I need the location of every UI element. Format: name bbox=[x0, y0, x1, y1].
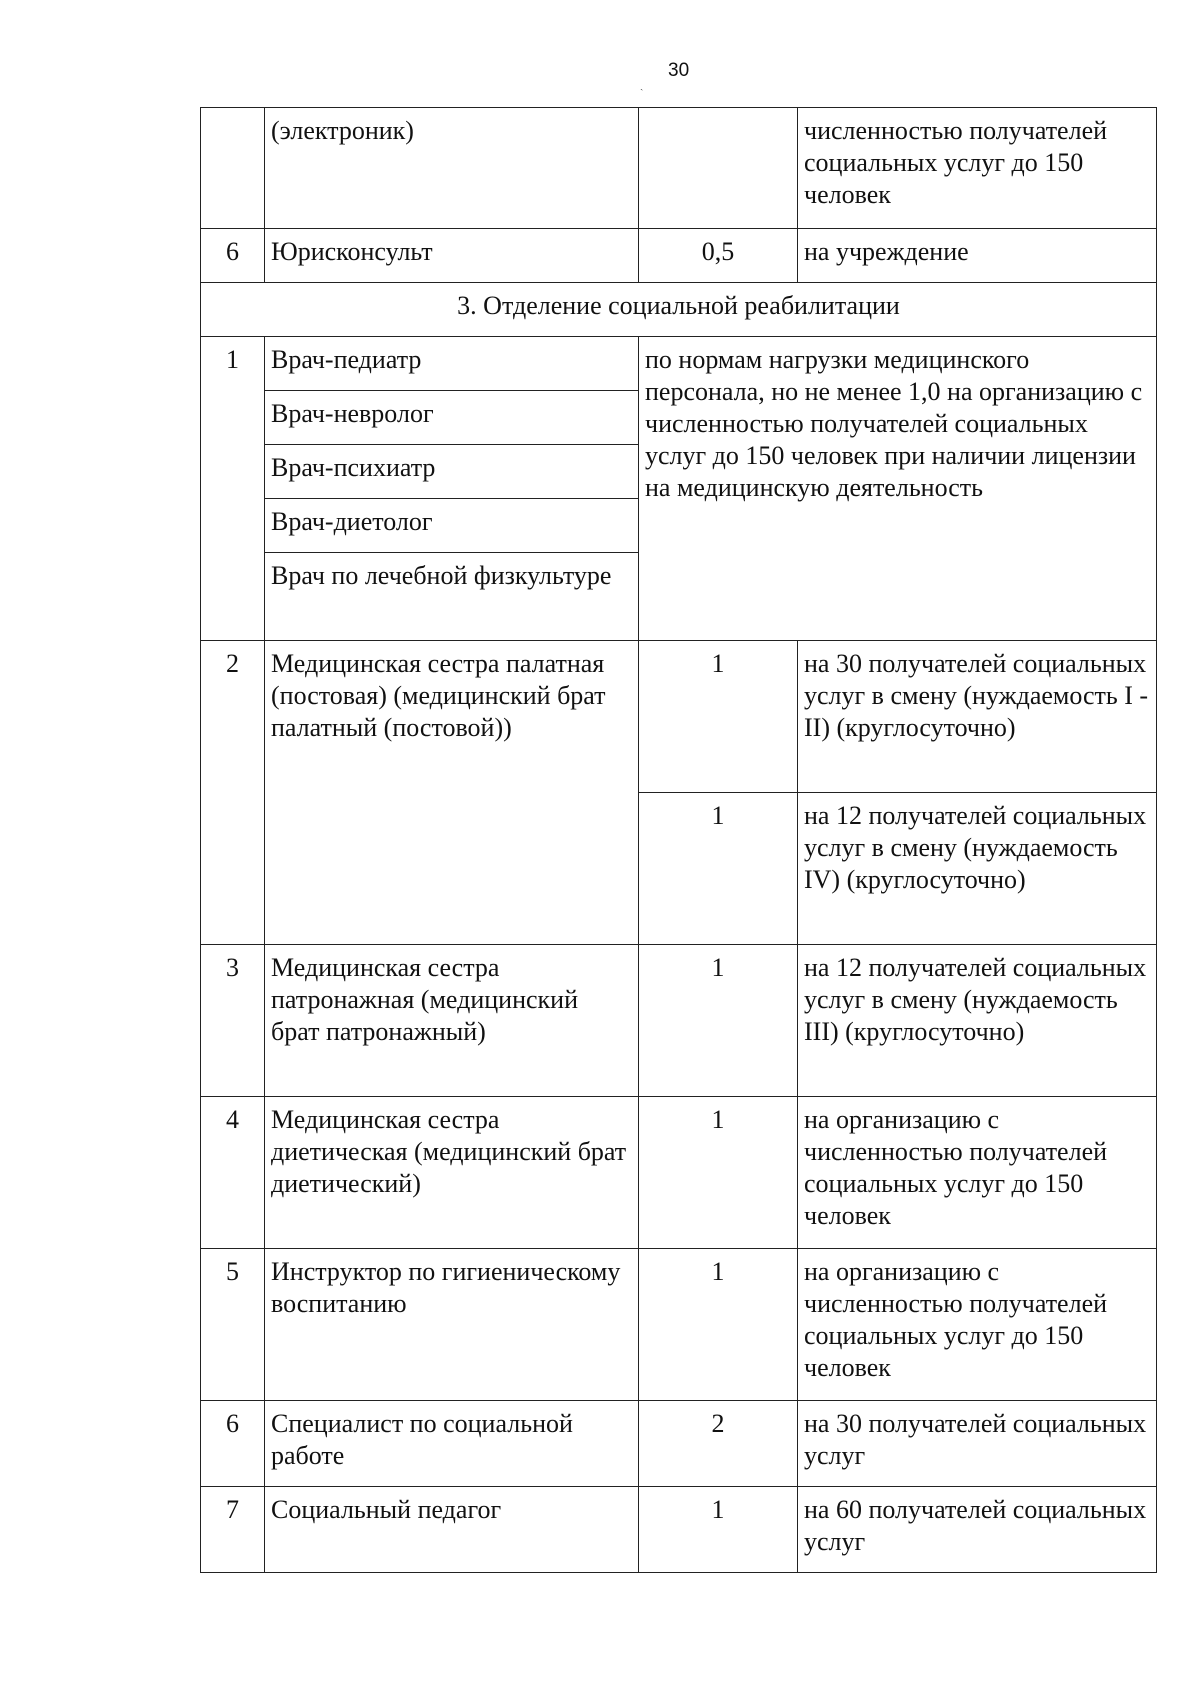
norm-cell: на 12 получателей социальных услуг в смену (нуждаемость IV) (круглосуточно) bbox=[798, 793, 1157, 945]
position-cell: Социальный педагог bbox=[265, 1487, 639, 1573]
table-row bbox=[201, 1097, 1157, 1249]
position-cell: Врач-психиатр bbox=[265, 445, 639, 499]
position-cell: Медицинская сестра диетическая (медицинский брат диетический) bbox=[265, 1097, 639, 1249]
section-title: 3. Отделение социальной реабилитации bbox=[201, 283, 1157, 337]
position-cell: Юрисконсульт bbox=[265, 229, 639, 283]
num-cell: 6 bbox=[201, 229, 265, 283]
num-cell: 2 bbox=[201, 641, 265, 945]
qty-cell: 1 bbox=[639, 793, 798, 945]
num-cell: 1 bbox=[201, 337, 265, 641]
norm-cell: на учреждение bbox=[798, 229, 1157, 283]
qty-cell: 1 bbox=[639, 1487, 798, 1573]
position-cell: Врач-диетолог bbox=[265, 499, 639, 553]
scan-mark: ˎ bbox=[640, 80, 644, 91]
qty-cell: 1 bbox=[639, 1249, 798, 1401]
position-cell: Врач-педиатр bbox=[265, 337, 639, 391]
norm-cell: на организацию с численностью получателей социальных услуг до 150 человек bbox=[798, 1249, 1157, 1401]
norm-cell: на 12 получателей социальных услуг в смену (нуждаемость III) (круглосуточно) bbox=[798, 945, 1157, 1097]
qty-cell: 1 bbox=[639, 1097, 798, 1249]
qty-cell: 1 bbox=[639, 641, 798, 793]
qty-cell: 2 bbox=[639, 1401, 798, 1487]
num-cell bbox=[201, 108, 265, 229]
norm-cell: по нормам нагрузки медицинского персонала, но не менее 1,0 на организацию с численностью получателей социальных услуг до 150 человек при наличии лицензии на медицинскую деятельность bbox=[639, 337, 1157, 641]
page-number: 30 bbox=[668, 60, 690, 81]
position-cell: Медицинская сестра патронажная (медицинский брат патронажный) bbox=[265, 945, 639, 1097]
table-row bbox=[201, 1487, 1157, 1573]
position-cell: Инструктор по гигиеническому воспитанию bbox=[265, 1249, 639, 1401]
norm-cell: на 30 получателей социальных услуг в смену (нуждаемость I - II) (круглосуточно) bbox=[798, 641, 1157, 793]
table-row bbox=[201, 945, 1157, 1097]
table-row bbox=[201, 337, 1157, 391]
position-cell: (электроник) bbox=[265, 108, 639, 229]
qty-cell: 0,5 bbox=[639, 229, 798, 283]
position-cell: Врач по лечебной физкультуре bbox=[265, 553, 639, 641]
position-cell: Врач-невролог bbox=[265, 391, 639, 445]
table-row bbox=[201, 1401, 1157, 1487]
table-row bbox=[201, 641, 1157, 793]
qty-cell: 1 bbox=[639, 945, 798, 1097]
num-cell: 5 bbox=[201, 1249, 265, 1401]
table-row bbox=[201, 229, 1157, 283]
num-cell: 6 bbox=[201, 1401, 265, 1487]
norm-cell: численностью получателей социальных услуг до 150 человек bbox=[798, 108, 1157, 229]
num-cell: 4 bbox=[201, 1097, 265, 1249]
num-cell: 7 bbox=[201, 1487, 265, 1573]
section-row bbox=[201, 283, 1157, 337]
norm-cell: на организацию с численностью получателей социальных услуг до 150 человек bbox=[798, 1097, 1157, 1249]
table-row bbox=[201, 1249, 1157, 1401]
position-cell: Специалист по социальной работе bbox=[265, 1401, 639, 1487]
num-cell: 3 bbox=[201, 945, 265, 1097]
table-row bbox=[201, 108, 1157, 229]
staff-table bbox=[200, 107, 1157, 1573]
norm-cell: на 30 получателей социальных услуг bbox=[798, 1401, 1157, 1487]
norm-cell: на 60 получателей социальных услуг bbox=[798, 1487, 1157, 1573]
position-cell: Медицинская сестра палатная (постовая) (медицинский брат палатный (постовой)) bbox=[265, 641, 639, 945]
qty-cell bbox=[639, 108, 798, 229]
